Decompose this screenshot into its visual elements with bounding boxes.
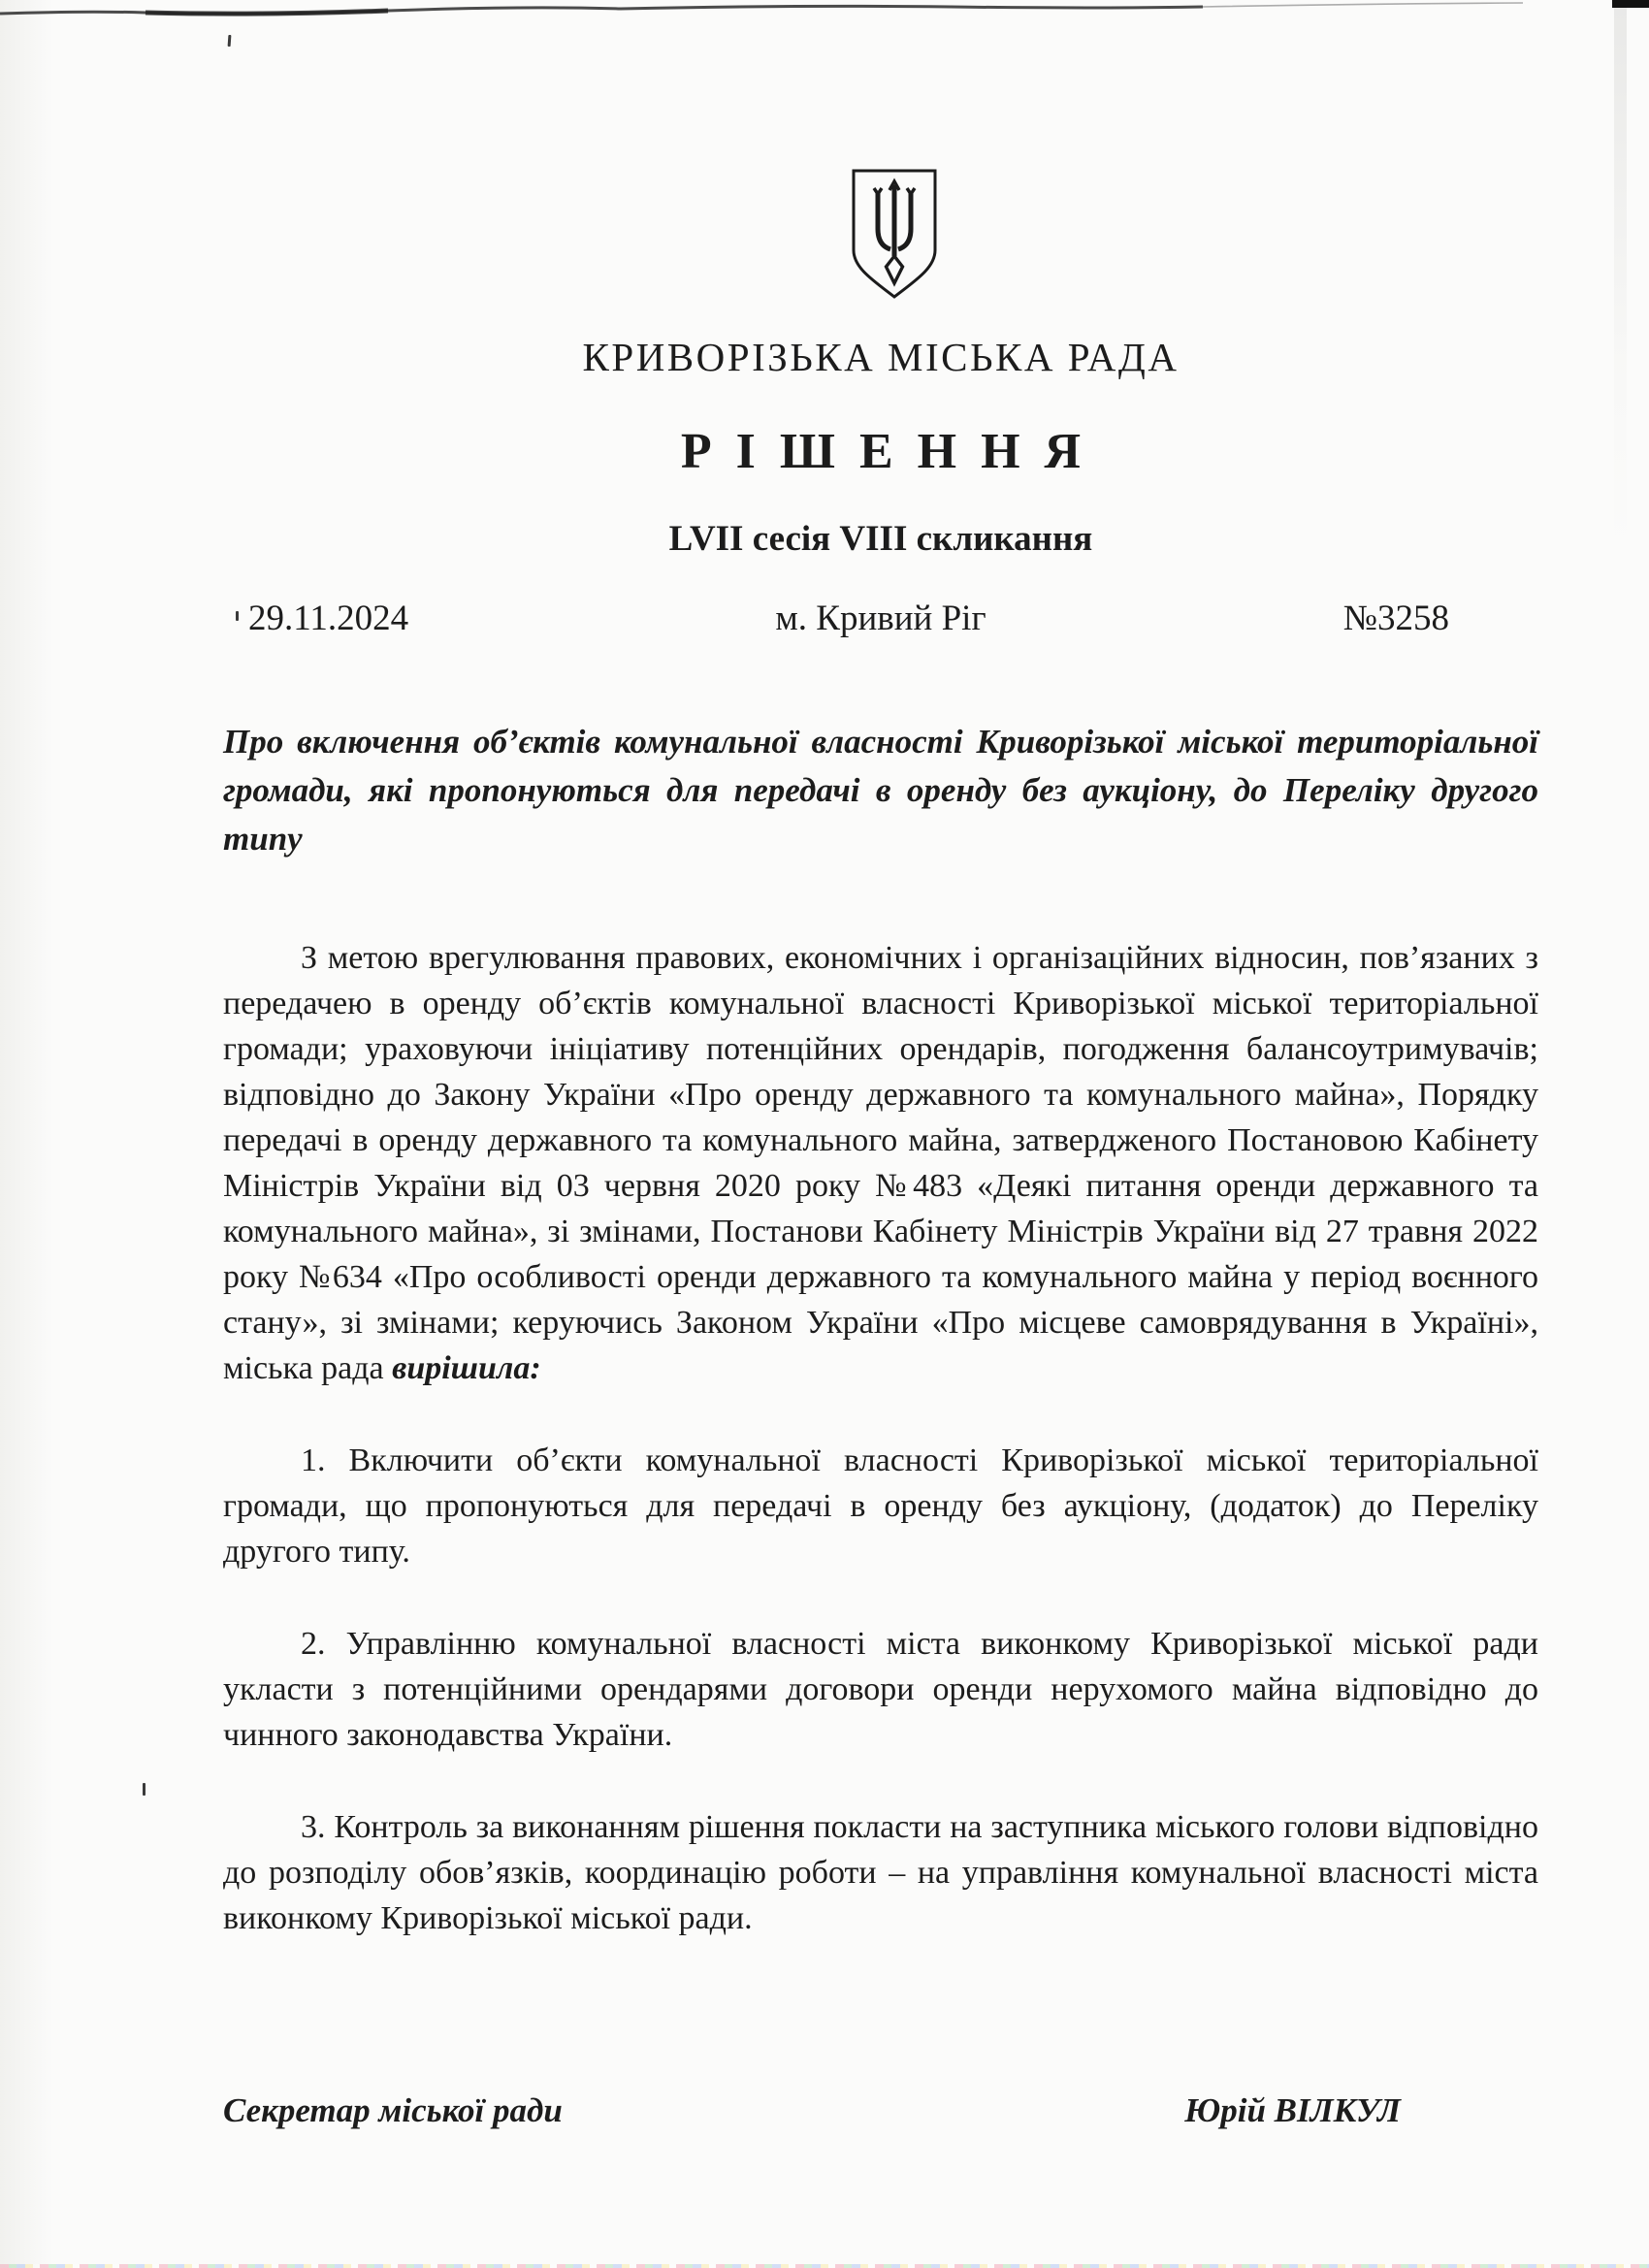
resolved-word: вирішила: — [392, 1350, 541, 1386]
scan-bottom-noise-artifact — [0, 2264, 1649, 2268]
organization-name: КРИВОРІЗЬКА МІСЬКА РАДА — [582, 335, 1180, 379]
signer-position: Секретар міської ради — [223, 2091, 563, 2129]
session-line: LVII сесія VIII скликання — [668, 519, 1093, 559]
scan-speck-paragraph3 — [143, 1783, 146, 1796]
document-subject: Про включення об’єктів комунальної власності Криворізької міської територіальної громади, які пропонуються для передачі в оренду без аукціону, до Переліку другого типу — [223, 723, 1538, 858]
scan-speck-top — [228, 35, 232, 47]
signer-name: Юрій ВІЛКУЛ — [1184, 2091, 1401, 2129]
document-type-title: РІШЕННЯ — [680, 424, 1106, 479]
document-number: №3258 — [1342, 599, 1449, 638]
resolution-item-3: 3. Контроль за виконанням рішення покласти на заступника міського голови відповідно до розподілу обов’язків, координацію роботи – на управління комунальної власності міста виконкому Криворізької міської ради. — [223, 1809, 1538, 1936]
ukraine-trident-icon — [850, 167, 939, 303]
preamble-text: З метою врегулювання правових, економічних і організаційних відносин, пов’язаних з передачею в оренду об’єктів комунальної власності Криворізької міської територіальної громади; ураховуючи ініціативу потенційних орендарів, погодження балансоутримувачів; відповідно до Закону України «Про оренду державного та комунального майна», Порядку передачі в оренду державного та комунального майна, затвердженого Постановою Кабінету Міністрів України від 03 червня 2020 року №483 «Деякі питання оренди державного та комунального майна», зі змінами, Постанови Кабінету Міністрів України від 27 травня 2022 року №634 «Про особливості оренди державного та комунального майна у період воєнного стану», зі змінами; керуючись Законом України «Про місцеве самоврядування в Україні», міська рада — [223, 940, 1538, 1386]
document-place: м. Кривий Ріг — [775, 599, 986, 638]
scan-right-shadow-artifact — [1614, 8, 1627, 551]
date-place-number-row — [223, 598, 1538, 644]
preamble-paragraph — [223, 935, 1538, 1391]
document-body — [223, 718, 1538, 1941]
scan-top-edge-artifact — [0, 0, 1649, 23]
resolution-item-1: 1. Включити об’єкти комунальної власності Криворізької міської територіальної громади, що пропонуються для передачі в оренду без аукціону, (додаток) до Переліку другого типу. — [223, 1442, 1538, 1570]
resolution-item-2: 2. Управлінню комунальної власності міста виконкому Криворізької міської ради укласти з потенційними орендарями договори оренди нерухомого майна відповідно до чинного законодавства України. — [223, 1626, 1538, 1753]
document-date: 29.11.2024 — [248, 599, 409, 638]
